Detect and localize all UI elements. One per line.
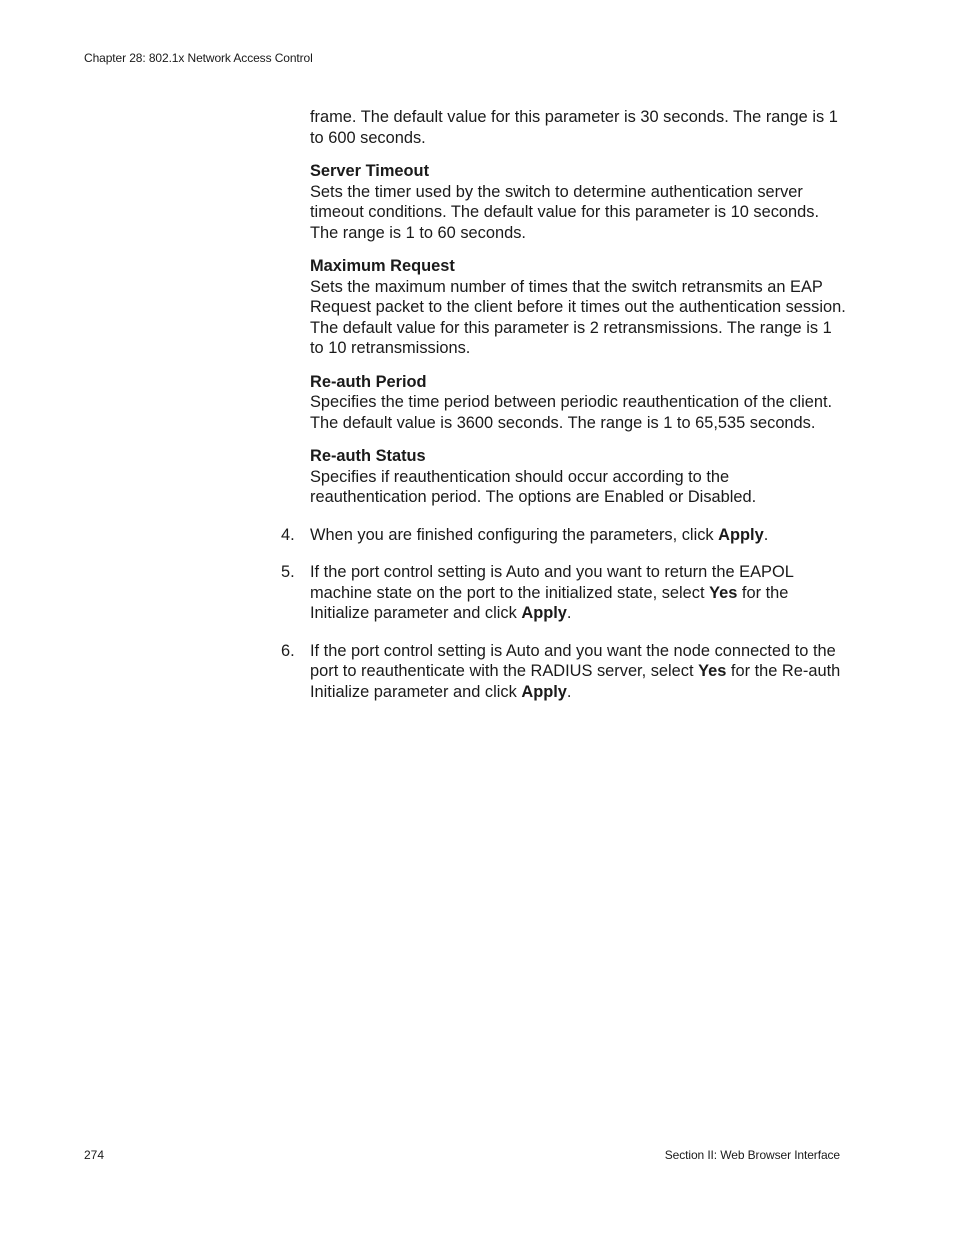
main-content — [281, 107, 846, 719]
step-number: 5. — [281, 563, 295, 581]
step-4 — [281, 525, 846, 546]
section-title: Section II: Web Browser Interface — [664, 1148, 840, 1162]
param-title: Maximum Request — [310, 257, 455, 275]
step-number: 4. — [281, 525, 295, 544]
step-text: If the port control setting is Auto and you want to return the EAPOL machine state on the port to the initialized state, select — [310, 563, 794, 602]
step-text: When you are finished configuring the parameters, click — [310, 525, 719, 544]
step-text: If the port control setting is Auto and you want the node connected to the port to reauthenticate with the RADIUS server, select — [310, 641, 836, 680]
step-text: for the Re-auth Initialize parameter and click — [310, 662, 841, 701]
page-header: Chapter 28: 802.1x Network Access Control — [84, 51, 313, 65]
steps-list — [281, 525, 846, 703]
param-reauth-status — [310, 446, 846, 508]
step-bold-text: Yes — [698, 662, 727, 680]
step-bold-text: Apply — [521, 682, 567, 701]
step-5 — [281, 562, 846, 624]
step-bold-text: Apply — [521, 604, 567, 622]
step-number: 6. — [281, 641, 295, 660]
param-server-timeout — [310, 161, 846, 243]
param-reauth-period — [310, 372, 846, 434]
param-description: Sets the timer used by the switch to determine authentication server timeout conditions. The default value for this parameter is 10 seconds. The range is 1 to 60 seconds. — [310, 182, 819, 242]
step-6 — [281, 641, 846, 703]
param-description: Specifies the time period between periodic reauthentication of the client. The default value is 3600 seconds. The range is 1 to 65,535 seconds. — [310, 393, 833, 432]
param-description: Sets the maximum number of times that the switch retransmits an EAP Request packet to the client before it times out the authentication session. The default value for this parameter is 2 retransmissions. The range is 1 to 10 retransmissions. — [310, 277, 846, 357]
step-text: . — [566, 682, 572, 701]
step-text: for the Initialize parameter and click — [310, 583, 789, 622]
page-number: 274 — [84, 1148, 105, 1162]
step-bold-text: Yes — [709, 583, 738, 602]
param-title: Re-auth Status — [310, 447, 426, 465]
step-text: . — [763, 525, 769, 544]
param-title: Server Timeout — [310, 162, 430, 180]
param-title: Re-auth Period — [310, 372, 427, 391]
step-bold-text: Apply — [718, 525, 764, 544]
step-text: . — [566, 604, 572, 622]
param-maximum-request — [310, 256, 846, 359]
param-description: Specifies if reauthentication should occur according to the reauthentication period. The options are Enabled or Disabled. — [310, 467, 757, 506]
continuation-paragraph: frame. The default value for this parameter is 30 seconds. The range is 1 to 600 seconds. — [310, 108, 838, 147]
